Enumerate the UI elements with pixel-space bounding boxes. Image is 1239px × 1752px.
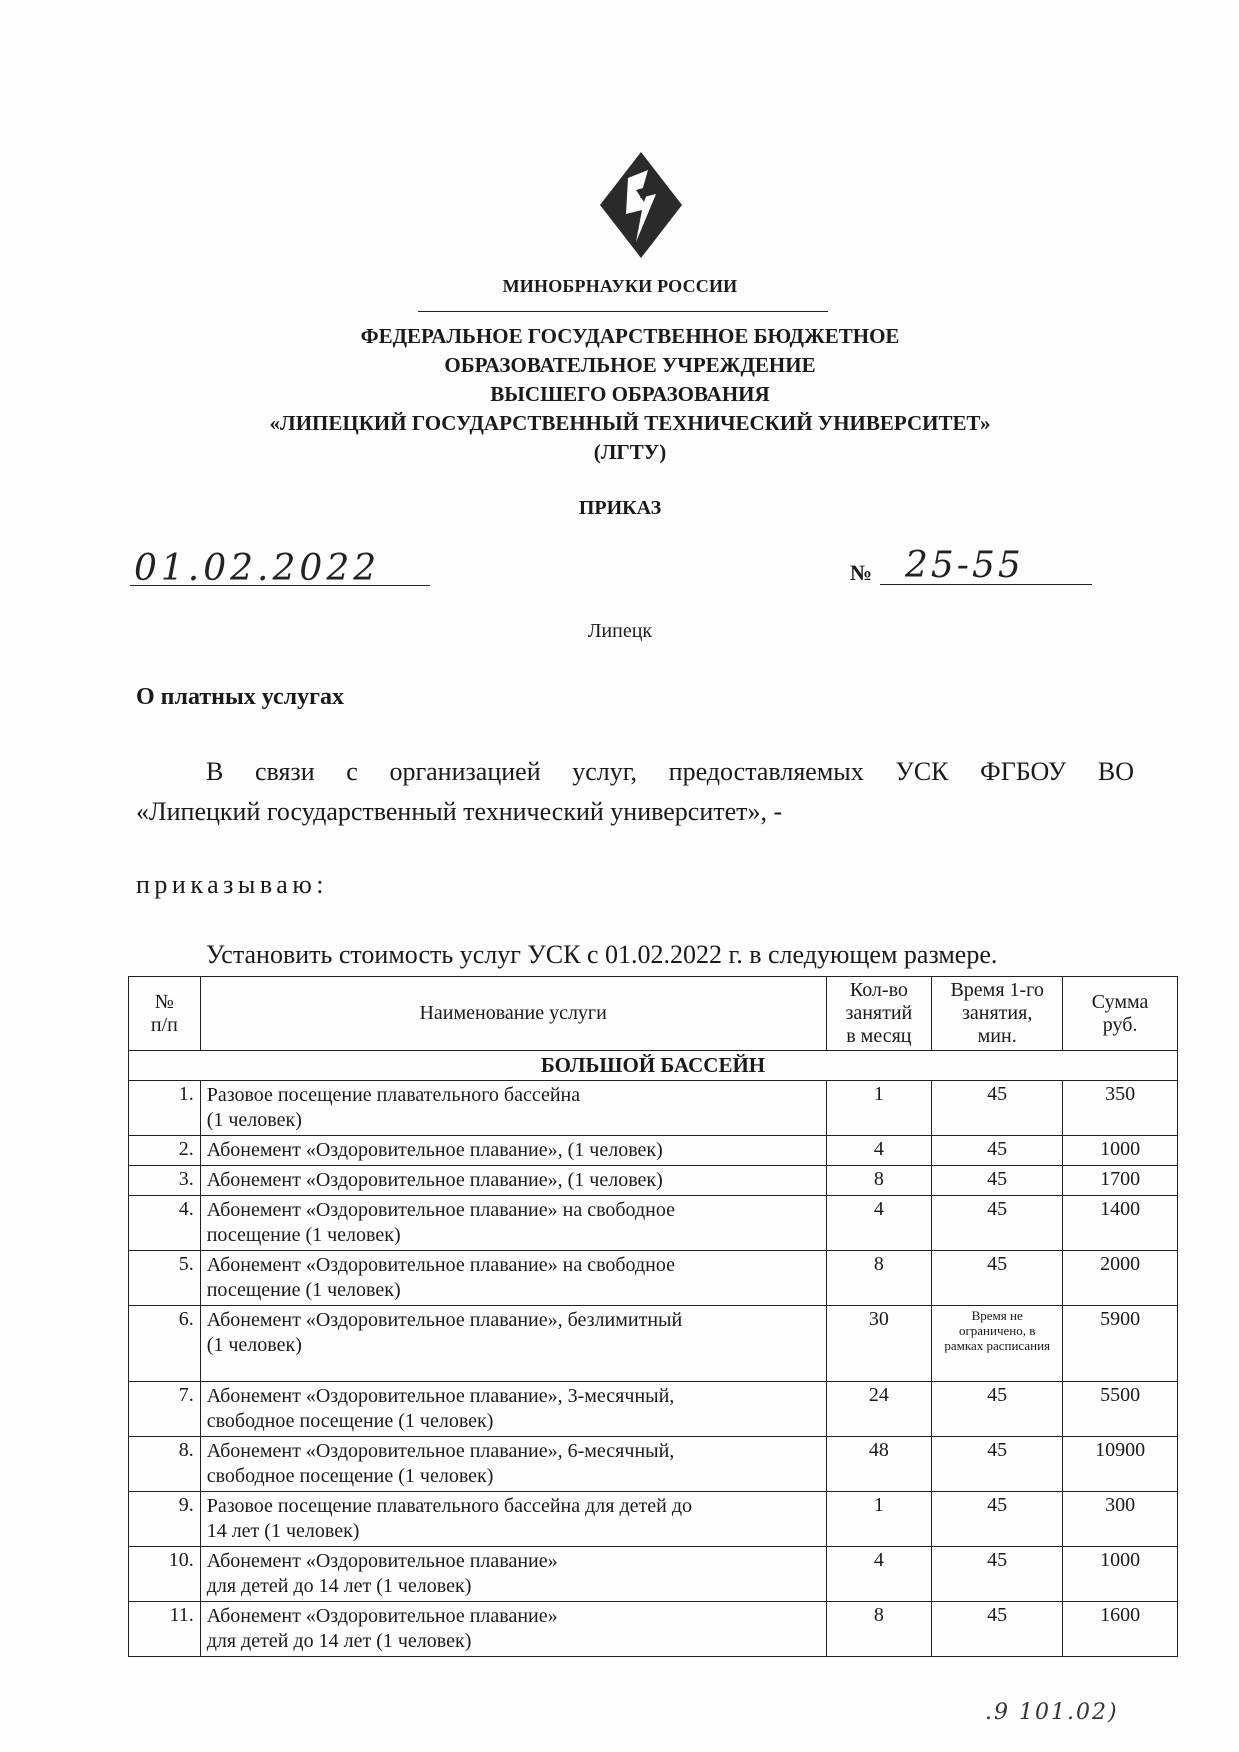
session-count: 4 xyxy=(826,1547,932,1602)
session-time: 45 xyxy=(932,1196,1063,1251)
service-name-line: свободное посещение (1 человек) xyxy=(206,1465,494,1487)
session-time: 45 xyxy=(932,1251,1063,1306)
preamble-line: «Липецкий государственный технический университет», - xyxy=(136,797,783,826)
header-divider xyxy=(418,311,828,312)
service-name-line: Абонемент «Оздоровительное плавание», 6-месячный, xyxy=(206,1440,675,1462)
price: 1400 xyxy=(1063,1196,1178,1251)
table-row xyxy=(129,1251,1178,1306)
price: 1600 xyxy=(1063,1602,1178,1657)
service-name-line: (1 человек) xyxy=(206,1109,302,1131)
session-count: 8 xyxy=(826,1251,932,1306)
row-number: 8. xyxy=(129,1437,201,1492)
preamble-line: В связи с организацией услуг, предоставляемых УСК ФГБОУ ВО xyxy=(206,757,1134,786)
row-number: 9. xyxy=(129,1492,201,1547)
price: 5500 xyxy=(1063,1382,1178,1437)
service-name xyxy=(200,1166,826,1196)
service-name-line: Абонемент «Оздоровительное плавание», (1 человек) xyxy=(206,1139,663,1161)
session-count: 8 xyxy=(826,1166,932,1196)
table-row xyxy=(129,1306,1178,1382)
session-time: 45 xyxy=(932,1382,1063,1437)
session-time: 45 xyxy=(932,1437,1063,1492)
row-number: 11. xyxy=(129,1602,201,1657)
price: 2000 xyxy=(1063,1251,1178,1306)
row-number: 6. xyxy=(129,1306,201,1382)
service-name-line: Разовое посещение плавательного бассейна для детей до xyxy=(206,1495,693,1517)
institution-line: ФЕДЕРАЛЬНОЕ ГОСУДАРСТВЕННОЕ БЮДЖЕТНОЕ xyxy=(360,324,900,348)
session-count: 8 xyxy=(826,1602,932,1657)
ministry-name: МИНОБРНАУКИ РОССИИ xyxy=(502,276,738,296)
city: Липецк xyxy=(587,620,653,642)
session-count: 30 xyxy=(826,1306,932,1382)
header-count xyxy=(826,977,932,1051)
session-count: 24 xyxy=(826,1382,932,1437)
row-number: 7. xyxy=(129,1382,201,1437)
service-name-line: Абонемент «Оздоровительное плавание», безлимитный xyxy=(206,1309,683,1331)
header-text: мин. xyxy=(977,1025,1017,1047)
order-subject: О платных услугах xyxy=(136,684,344,710)
session-time: 45 xyxy=(932,1492,1063,1547)
table-row xyxy=(129,1196,1178,1251)
session-time: 45 xyxy=(932,1602,1063,1657)
header-text: Кол-во xyxy=(849,979,908,1001)
service-name-line: Абонемент «Оздоровительное плавание» xyxy=(206,1550,558,1572)
service-name-line: (1 человек) xyxy=(206,1334,302,1356)
table-header-row xyxy=(129,977,1178,1051)
service-name xyxy=(200,1547,826,1602)
table-row xyxy=(129,1081,1178,1136)
table-row xyxy=(129,1166,1178,1196)
institution-line: «ЛИПЕЦКИЙ ГОСУДАРСТВЕННЫЙ ТЕХНИЧЕСКИЙ УНИВЕРСИТЕТ» xyxy=(269,411,991,435)
service-name-line: Абонемент «Оздоровительное плавание» xyxy=(206,1605,558,1627)
service-name xyxy=(200,1306,826,1382)
table-section-row xyxy=(129,1051,1178,1081)
institution-name xyxy=(180,322,1080,467)
document-type: ПРИКАЗ xyxy=(578,497,662,519)
service-name xyxy=(200,1492,826,1547)
row-number: 1. xyxy=(129,1081,201,1136)
session-time: 45 xyxy=(932,1547,1063,1602)
service-name-line: Абонемент «Оздоровительное плавание», (1 человек) xyxy=(206,1169,663,1191)
header-text: п/п xyxy=(150,1013,178,1036)
service-name xyxy=(200,1382,826,1437)
table-row xyxy=(129,1492,1178,1547)
session-count: 4 xyxy=(826,1196,932,1251)
session-count: 48 xyxy=(826,1437,932,1492)
service-name-line: для детей до 14 лет (1 человек) xyxy=(206,1630,472,1652)
number-underline xyxy=(880,584,1092,585)
service-name-line: Абонемент «Оздоровительное плавание» на свободное xyxy=(206,1254,675,1276)
service-name-line: посещение (1 человек) xyxy=(206,1279,401,1301)
service-name-line: посещение (1 человек) xyxy=(206,1224,401,1246)
header-text: № xyxy=(154,990,174,1013)
session-count: 1 xyxy=(826,1081,932,1136)
row-number: 2. xyxy=(129,1136,201,1166)
service-name-line: для детей до 14 лет (1 человек) xyxy=(206,1575,472,1597)
order-word: приказываю: xyxy=(136,870,328,899)
service-name xyxy=(200,1437,826,1492)
session-count: 4 xyxy=(826,1136,932,1166)
service-name-line: Разовое посещение плавательного бассейна xyxy=(206,1084,581,1106)
price: 1000 xyxy=(1063,1547,1178,1602)
header-text: занятия, xyxy=(962,1002,1033,1024)
services-price-table xyxy=(128,976,1178,1657)
institution-line: (ЛГТУ) xyxy=(593,440,667,464)
price: 300 xyxy=(1063,1492,1178,1547)
date-underline xyxy=(130,585,430,586)
institution-line: ОБРАЗОВАТЕЛЬНОЕ УЧРЕЖДЕНИЕ xyxy=(444,353,816,377)
order-number: 25-55 xyxy=(905,545,1024,586)
price: 10900 xyxy=(1063,1437,1178,1492)
service-name xyxy=(200,1251,826,1306)
header-text: в месяц xyxy=(846,1025,912,1047)
service-name xyxy=(200,1136,826,1166)
table-row xyxy=(129,1547,1178,1602)
header-name: Наименование услуги xyxy=(200,977,826,1051)
row-number: 10. xyxy=(129,1547,201,1602)
number-sign: № xyxy=(850,560,873,585)
service-name-line: Абонемент «Оздоровительное плавание» на свободное xyxy=(206,1199,675,1221)
session-count: 1 xyxy=(826,1492,932,1547)
header-text: Сумма xyxy=(1091,990,1149,1013)
row-number: 3. xyxy=(129,1166,201,1196)
service-name-line: Абонемент «Оздоровительное плавание», 3-месячный, xyxy=(206,1385,675,1407)
price: 1700 xyxy=(1063,1166,1178,1196)
row-number: 4. xyxy=(129,1196,201,1251)
order-date: 01.02.2022 xyxy=(134,548,381,589)
session-time: 45 xyxy=(932,1136,1063,1166)
price: 1000 xyxy=(1063,1136,1178,1166)
table-row xyxy=(129,1602,1178,1657)
institution-line: ВЫСШЕГО ОБРАЗОВАНИЯ xyxy=(490,382,770,406)
session-time: Время не ограничено, в рамках расписания xyxy=(932,1306,1063,1382)
table-row xyxy=(129,1382,1178,1437)
header-text: занятий xyxy=(845,1002,913,1024)
table-row xyxy=(129,1437,1178,1492)
handwritten-page-mark: .9 101.02) xyxy=(985,1700,1119,1725)
service-name xyxy=(200,1602,826,1657)
establish-clause: Установить стоимость услуг УСК с 01.02.2022 г. в следующем размере. xyxy=(206,940,998,969)
header-num xyxy=(129,977,201,1051)
header-time xyxy=(932,977,1063,1051)
price: 350 xyxy=(1063,1081,1178,1136)
service-name-line: 14 лет (1 человек) xyxy=(206,1520,360,1542)
header-text: Время 1-го xyxy=(950,979,1044,1001)
session-time: 45 xyxy=(932,1166,1063,1196)
table-row xyxy=(129,1136,1178,1166)
header-text: руб. xyxy=(1102,1013,1138,1036)
row-number: 5. xyxy=(129,1251,201,1306)
service-name xyxy=(200,1196,826,1251)
header-sum xyxy=(1063,977,1178,1051)
section-title: БОЛЬШОЙ БАССЕЙН xyxy=(129,1051,1178,1081)
price: 5900 xyxy=(1063,1306,1178,1382)
university-logo xyxy=(598,150,684,260)
service-name-line: свободное посещение (1 человек) xyxy=(206,1410,494,1432)
session-time: 45 xyxy=(932,1081,1063,1136)
preamble-paragraph xyxy=(136,752,1134,832)
service-name xyxy=(200,1081,826,1136)
